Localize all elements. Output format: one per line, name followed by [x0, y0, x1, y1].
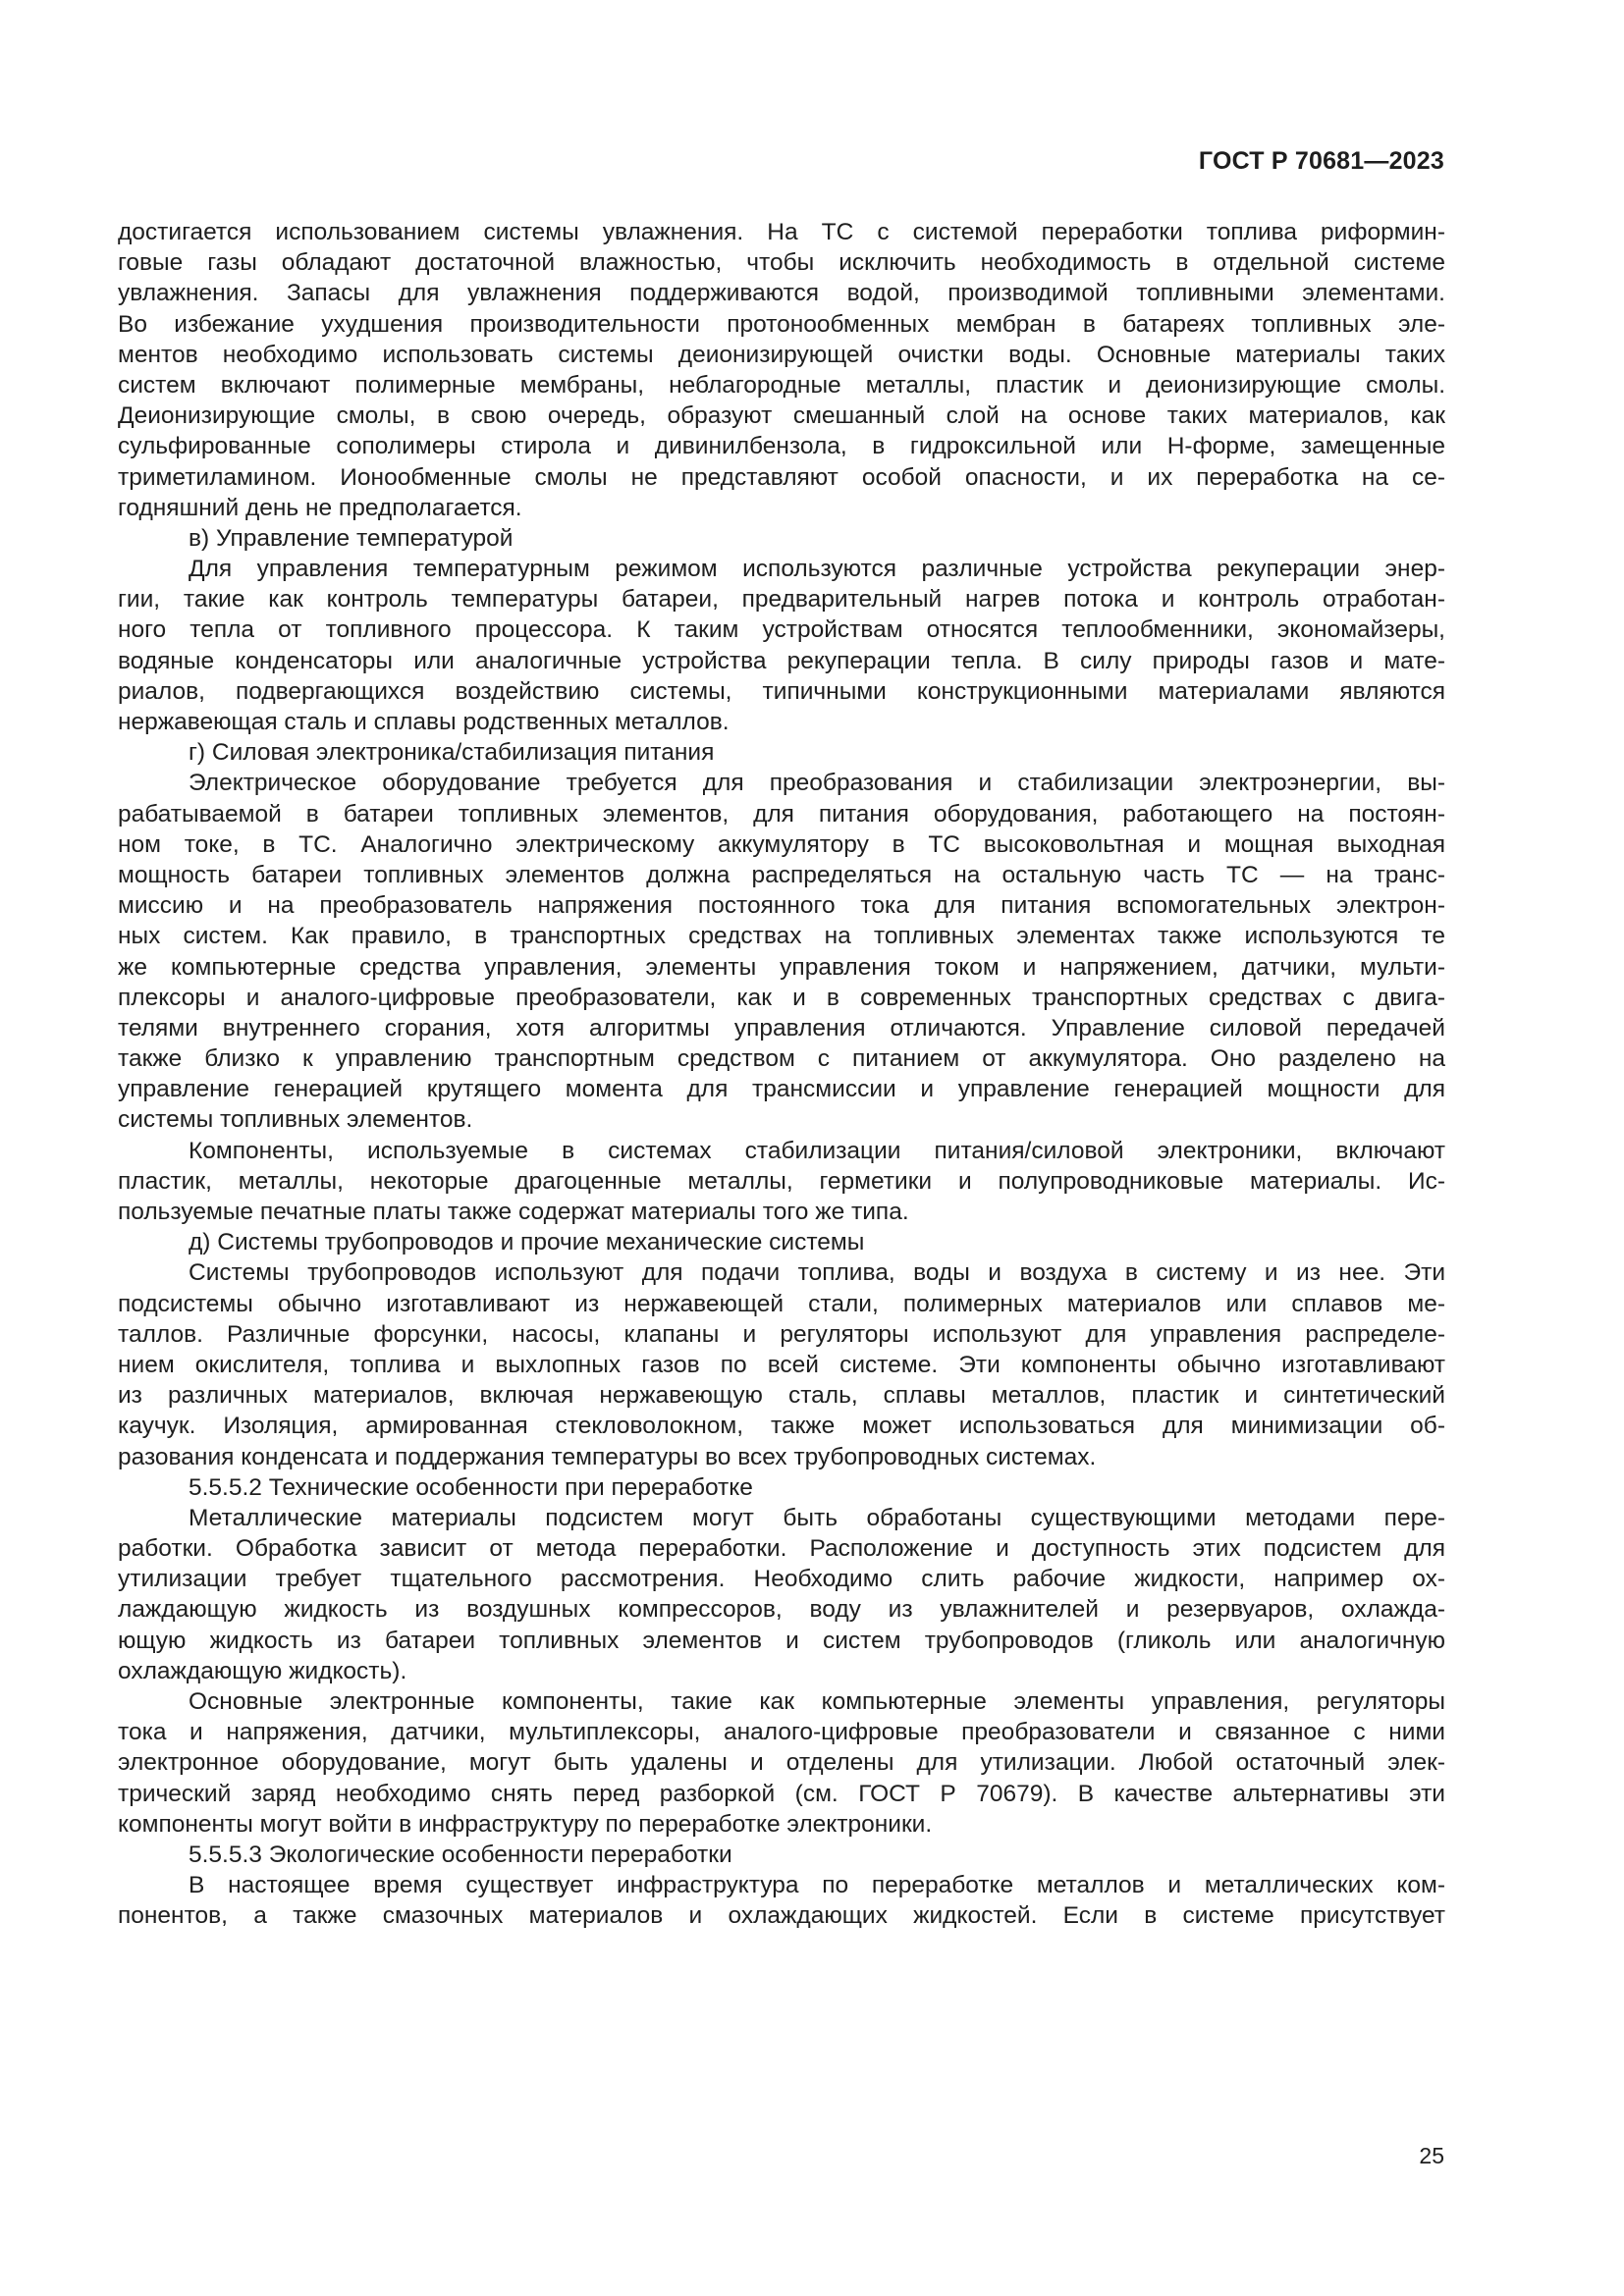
- text-line: плексоры и аналого-цифровые преобразователи, как и в современных транспортных средствах с двига-: [118, 984, 1445, 1011]
- text-line: телями внутреннего сгорания, хотя алгоритмы управления отличаются. Управление силовой передачей: [118, 1014, 1445, 1041]
- text-line: компоненты могут войти в инфраструктуру по переработке электроники.: [118, 1810, 933, 1838]
- text-line: годняшний день не предполагается.: [118, 494, 522, 521]
- document-body: [118, 217, 1445, 1932]
- section-heading: 5.5.5.2 Технические особенности при переработке: [189, 1473, 753, 1501]
- text-line: систем включают полимерные мембраны, неблагородные металлы, пластик и деионизирующие смолы.: [118, 371, 1445, 399]
- text-line: водяные конденсаторы или аналогичные устройства рекуперации тепла. В силу природы газов и мате-: [118, 647, 1445, 674]
- text-line: работки. Обработка зависит от метода переработки. Расположение и доступность этих подсистем для: [118, 1535, 1445, 1563]
- text-line: ных систем. Как правило, в транспортных средствах на топливных элементах также используются те: [118, 923, 1445, 950]
- text-line: гии, такие как контроль температуры батареи, предварительный нагрев потока и контроль отработан-: [118, 586, 1445, 614]
- section-heading: д) Системы трубопроводов и прочие механические системы: [189, 1229, 865, 1256]
- section-heading: г) Силовая электроника/стабилизация питания: [189, 739, 715, 767]
- text-line: ментов необходимо использовать системы деионизирующей очистки воды. Основные материалы таких: [118, 341, 1445, 368]
- document-header: ГОСТ Р 70681—2023: [1198, 147, 1444, 175]
- text-line: пластик, металлы, некоторые драгоценные металлы, герметики и полупроводниковые материалы. Ис-: [118, 1167, 1445, 1195]
- text-line: ном токе, в ТС. Аналогично электрическому аккумулятору в ТС высоковольтная и мощная выходная: [118, 830, 1445, 858]
- text-line: подсистемы обычно изготавливают из нержавеющей стали, полимерных материалов или сплавов ме-: [118, 1290, 1445, 1317]
- text-line: Для управления температурным режимом используются различные устройства рекуперации энер-: [189, 556, 1445, 583]
- text-line: рабатываемой в батареи топливных элементов, для питания оборудования, работающего на постоян-: [118, 800, 1445, 828]
- text-line: трический заряд необходимо снять перед разборкой (см. ГОСТ Р 70679). В качестве альтернативы эти: [118, 1780, 1445, 1807]
- text-line: разования конденсата и поддержания температуры во всех трубопроводных системах.: [118, 1443, 1097, 1470]
- text-line: нием окислителя, топлива и выхлопных газов по всей системе. Эти компоненты обычно изготавливают: [118, 1351, 1445, 1378]
- text-line: ющую жидкость из батареи топливных элементов и систем трубопроводов (гликоль или аналогичную: [118, 1627, 1445, 1654]
- text-line: увлажнения. Запасы для увлажнения поддерживаются водой, производимой топливными элементами.: [118, 280, 1445, 307]
- text-line: пользуемые печатные платы также содержат материалы того же типа.: [118, 1199, 909, 1225]
- text-line: лаждающую жидкость из воздушных компрессоров, воду из увлажнителей и резервуаров, охлажда-: [118, 1596, 1445, 1624]
- text-line: Во избежание ухудшения производительности протонообменных мембран в батареях топливных эле-: [118, 310, 1445, 338]
- text-line: понентов, а также смазочных материалов и охлаждающих жидкостей. Если в системе присутствует: [118, 1902, 1445, 1930]
- text-line: триметиламином. Ионообменные смолы не представляют особой опасности, и их переработка на се-: [118, 463, 1445, 491]
- text-line: говые газы обладают достаточной влажностью, чтобы исключить необходимость в отдельной системе: [118, 249, 1445, 277]
- text-line: Системы трубопроводов используют для подачи топлива, воды и воздуха в систему и из нее. Эти: [189, 1259, 1445, 1287]
- text-line: электронное оборудование, могут быть удалены и отделены для утилизации. Любой остаточный элек-: [118, 1749, 1445, 1777]
- section-heading: 5.5.5.3 Экологические особенности переработки: [189, 1841, 732, 1868]
- text-line: каучук. Изоляция, армированная стекловолокном, также может использоваться для минимизации об-: [118, 1413, 1445, 1440]
- text-line: риалов, подвергающихся воздействию системы, типичными конструкционными материалами являются: [118, 677, 1445, 705]
- text-line: сульфированные сополимеры стирола и дивинилбензола, в гидроксильной или Н-форме, замещенные: [118, 433, 1445, 460]
- text-line: Металлические материалы подсистем могут быть обработаны существующими методами пере-: [189, 1504, 1445, 1531]
- text-line: мощность батареи топливных элементов должна распределяться на остальную часть ТС — на транс-: [118, 861, 1445, 888]
- text-line: В настоящее время существует инфраструктура по переработке металлов и металлических ком-: [189, 1872, 1445, 1899]
- text-line: тока и напряжения, датчики, мультиплексоры, аналого-цифровые преобразователи и связанное с ними: [118, 1719, 1445, 1746]
- text-line: Компоненты, используемые в системах стабилизации питания/силовой электроники, включают: [189, 1137, 1445, 1164]
- page-number: 25: [1419, 2143, 1444, 2168]
- section-heading: в) Управление температурой: [189, 524, 514, 552]
- text-line: также близко к управлению транспортным средством с питанием от аккумулятора. Оно разделено на: [118, 1045, 1445, 1073]
- text-line: Электрическое оборудование требуется для преобразования и стабилизации электроэнергии, вы-: [189, 770, 1445, 797]
- text-line: ного тепла от топливного процессора. К таким устройствам относятся теплообменники, экономайзеры,: [118, 616, 1445, 644]
- text-line: утилизации требует тщательного рассмотрения. Необходимо слить рабочие жидкости, например ох-: [118, 1566, 1445, 1593]
- text-line: нержавеющая сталь и сплавы родственных металлов.: [118, 709, 730, 735]
- text-line: Основные электронные компоненты, такие как компьютерные элементы управления, регуляторы: [189, 1688, 1445, 1715]
- text-line: охлаждающую жидкость).: [118, 1657, 407, 1684]
- text-line: из различных материалов, включая нержавеющую сталь, сплавы металлов, пластик и синтетический: [118, 1382, 1445, 1410]
- text-line: управление генерацией крутящего момента для трансмиссии и управление генерацией мощности для: [118, 1076, 1445, 1103]
- text-line: достигается использованием системы увлажнения. На ТС с системой переработки топлива риформин-: [118, 219, 1445, 245]
- text-line: таллов. Различные форсунки, насосы, клапаны и регуляторы используют для управления распределе-: [118, 1320, 1445, 1348]
- text-line: миссию и на преобразователь напряжения постоянного тока для питания вспомогательных электрон-: [118, 892, 1445, 920]
- text-line: же компьютерные средства управления, элементы управления током и напряжением, датчики, мульти-: [118, 953, 1445, 981]
- text-line: Деионизирующие смолы, в свою очередь, образуют смешанный слой на основе таких материалов, как: [118, 402, 1445, 430]
- text-line: системы топливных элементов.: [118, 1106, 473, 1134]
